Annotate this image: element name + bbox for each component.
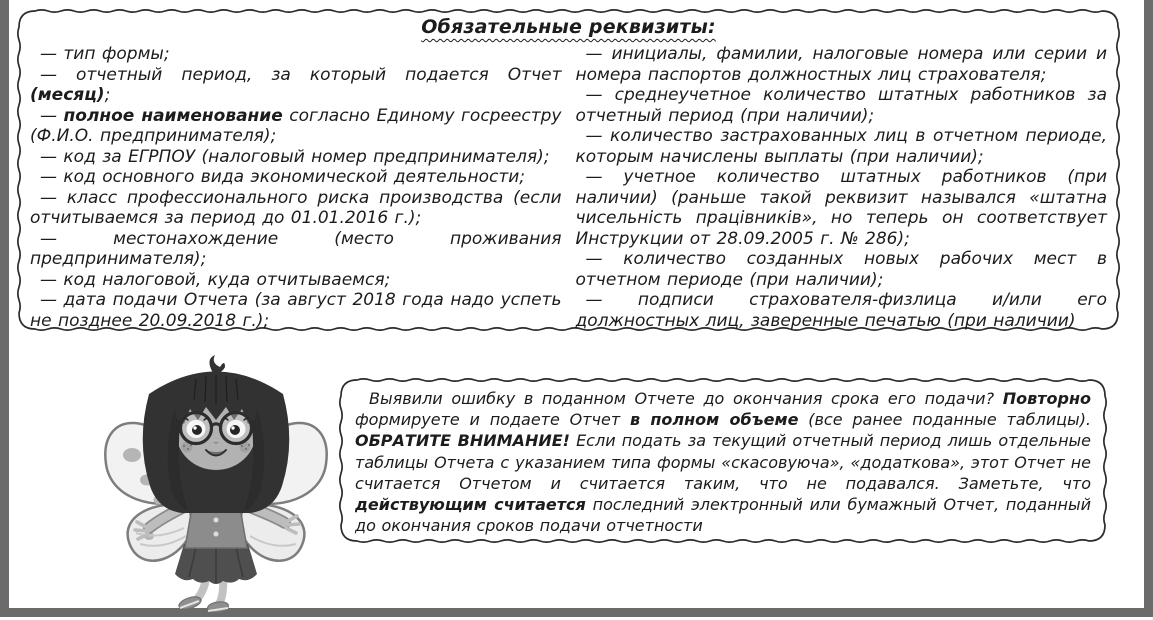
required-item: — код налоговой, куда отчитываемся; [40, 269, 391, 290]
page-title: Обязательные реквизиты: [421, 16, 716, 38]
attention-note-bubble [338, 377, 1108, 544]
required-item: — количество созданных новых рабочих мест в отчетном периоде (при наличии); [575, 249, 1107, 290]
required-item: — код основного вида экономической деятельности; [40, 167, 525, 187]
required-item: — количество застрахованных лиц в отчетном периоде, которым начислены выплаты (при наличии); [575, 126, 1107, 167]
required-details-columns [30, 44, 1107, 331]
page-frame-left [0, 0, 9, 617]
required-item: — подписи страхователя-физлица и/или его должностных лиц, заверенные печатью (при наличии) [575, 290, 1107, 331]
required-item: — дата подачи Отчета (за август 2018 года надо успеть не позднее 20.09.2018 г.); [30, 290, 562, 331]
fairy-mascot-illustration [92, 352, 340, 614]
fairy-girl-with-butterfly-wings-icon [92, 352, 340, 614]
required-details-right-column [576, 44, 1108, 331]
required-details-left-column [30, 44, 562, 331]
required-item: — код за ЕГРПОУ (налоговый номер предпринимателя); [40, 146, 550, 167]
required-item: — учетное количество штатных работников (при наличии) (раньше такой реквизит назывался «штатна чисельність працівників», но теперь он соответствует Инструкции от 28.09.2005 г. № 286); [575, 167, 1107, 249]
required-item: — тип формы; [40, 44, 170, 64]
required-details-box [16, 8, 1121, 332]
note-text: Выявили ошибку в поданном Отчете до окончания срока его подачи? Повторно формируете и подаете Отчет в полном объеме (все ранее поданные таблицы). ОБРАТИТЕ ВНИМАНИЕ! Если подать за текущий отчетный период лишь отдельные таблицы Отчета с указанием типа формы «скасовуюча», «додаткова», этот Отчет не считается Отчетом и считается таким, что не подавался. Заметьте, что действующим считается последний электронный или бумажный Отчет, поданный до окончания сроков подачи отчетности [355, 389, 1092, 536]
required-item: — местонахождение (место проживания предпринимателя); [30, 228, 562, 269]
required-item: — класс профессионального риска производства (если отчитываемся за период до 01.01.2016 г.); [30, 187, 562, 228]
hair-sprout [209, 355, 225, 373]
required-item: — среднеучетное количество штатных работников за отчетный период (при наличии); [575, 85, 1107, 126]
page-frame-right [1144, 0, 1153, 617]
required-item: — полное наименование согласно Единому госреестру (Ф.И.О. предпринимателя); [30, 105, 562, 146]
required-item: — отчетный период, за который подается Отчет (месяц); [30, 64, 562, 105]
required-item: — инициалы, фамилии, налоговые номера или серии и номера паспортов должностных лиц страхователя; [575, 44, 1107, 85]
